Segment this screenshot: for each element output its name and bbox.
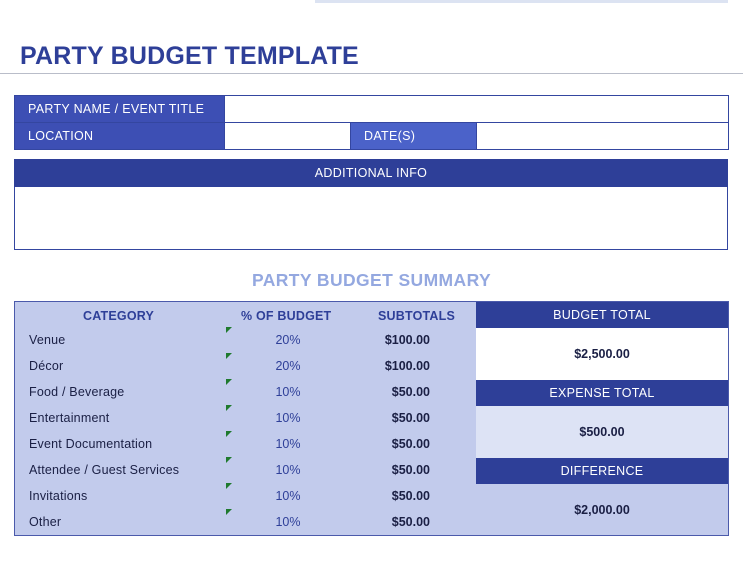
row-subtotal: $100.00 (384, 359, 430, 373)
row-percent[interactable]: 10% (275, 411, 301, 425)
table-row[interactable] (15, 380, 477, 406)
additional-info-header: ADDITIONAL INFO (14, 159, 728, 187)
page-title: PARTY BUDGET TEMPLATE (20, 42, 359, 70)
totals-panel (476, 301, 729, 536)
party-name-field[interactable] (225, 96, 729, 123)
event-info-table (14, 95, 729, 150)
comment-marker-icon (226, 405, 232, 411)
expense-total-value: $500.00 (476, 406, 728, 458)
budget-total-header: BUDGET TOTAL (476, 302, 728, 328)
row-category: Attendee / Guest Services (29, 463, 180, 477)
row-subtotal: $50.00 (391, 489, 430, 503)
comment-marker-icon (226, 379, 232, 385)
row-percent[interactable]: 20% (275, 333, 301, 347)
row-subtotal: $50.00 (391, 385, 430, 399)
comment-marker-icon (226, 353, 232, 359)
budget-total-value[interactable]: $2,500.00 (476, 328, 728, 380)
expense-total-header: EXPENSE TOTAL (476, 380, 728, 406)
row-category: Food / Beverage (29, 385, 125, 399)
location-label: LOCATION (15, 123, 225, 150)
additional-info-field[interactable] (14, 187, 728, 250)
category-table (14, 301, 478, 536)
row-percent[interactable]: 10% (275, 437, 301, 451)
party-name-label: PARTY NAME / EVENT TITLE (15, 96, 225, 123)
row-category: Other (29, 515, 62, 529)
row-percent[interactable]: 10% (275, 515, 301, 529)
percent-header: % OF BUDGET (241, 309, 332, 323)
row-percent[interactable]: 10% (275, 463, 301, 477)
location-field[interactable] (225, 123, 351, 150)
difference-header: DIFFERENCE (476, 458, 728, 484)
comment-marker-icon (226, 431, 232, 437)
category-header: CATEGORY (83, 309, 155, 323)
row-subtotal: $100.00 (384, 333, 430, 347)
table-row[interactable] (15, 328, 477, 354)
subtotals-header: SUBTOTALS (378, 309, 456, 323)
dates-field[interactable] (477, 123, 729, 150)
title-divider (0, 73, 743, 74)
comment-marker-icon (226, 457, 232, 463)
row-percent[interactable]: 20% (275, 359, 301, 373)
top-decoration-strip (315, 0, 728, 3)
row-percent[interactable]: 10% (275, 385, 301, 399)
table-row[interactable] (15, 510, 477, 536)
summary-title: PARTY BUDGET SUMMARY (251, 270, 492, 290)
row-subtotal: $50.00 (391, 515, 430, 529)
table-row[interactable] (15, 354, 477, 380)
row-category: Venue (29, 333, 66, 347)
row-category: Event Documentation (29, 437, 153, 451)
table-row[interactable] (15, 484, 477, 510)
table-row[interactable] (15, 458, 477, 484)
table-row[interactable] (15, 432, 477, 458)
comment-marker-icon (226, 327, 232, 333)
row-category: Décor (29, 359, 64, 373)
row-subtotal: $50.00 (391, 437, 430, 451)
difference-value: $2,000.00 (476, 484, 728, 535)
comment-marker-icon (226, 509, 232, 515)
row-percent[interactable]: 10% (275, 489, 301, 503)
dates-label: DATE(S) (351, 123, 477, 150)
row-category: Entertainment (29, 411, 110, 425)
row-subtotal: $50.00 (391, 411, 430, 425)
table-row[interactable] (15, 406, 477, 432)
row-subtotal: $50.00 (391, 463, 430, 477)
comment-marker-icon (226, 483, 232, 489)
row-category: Invitations (29, 489, 88, 503)
